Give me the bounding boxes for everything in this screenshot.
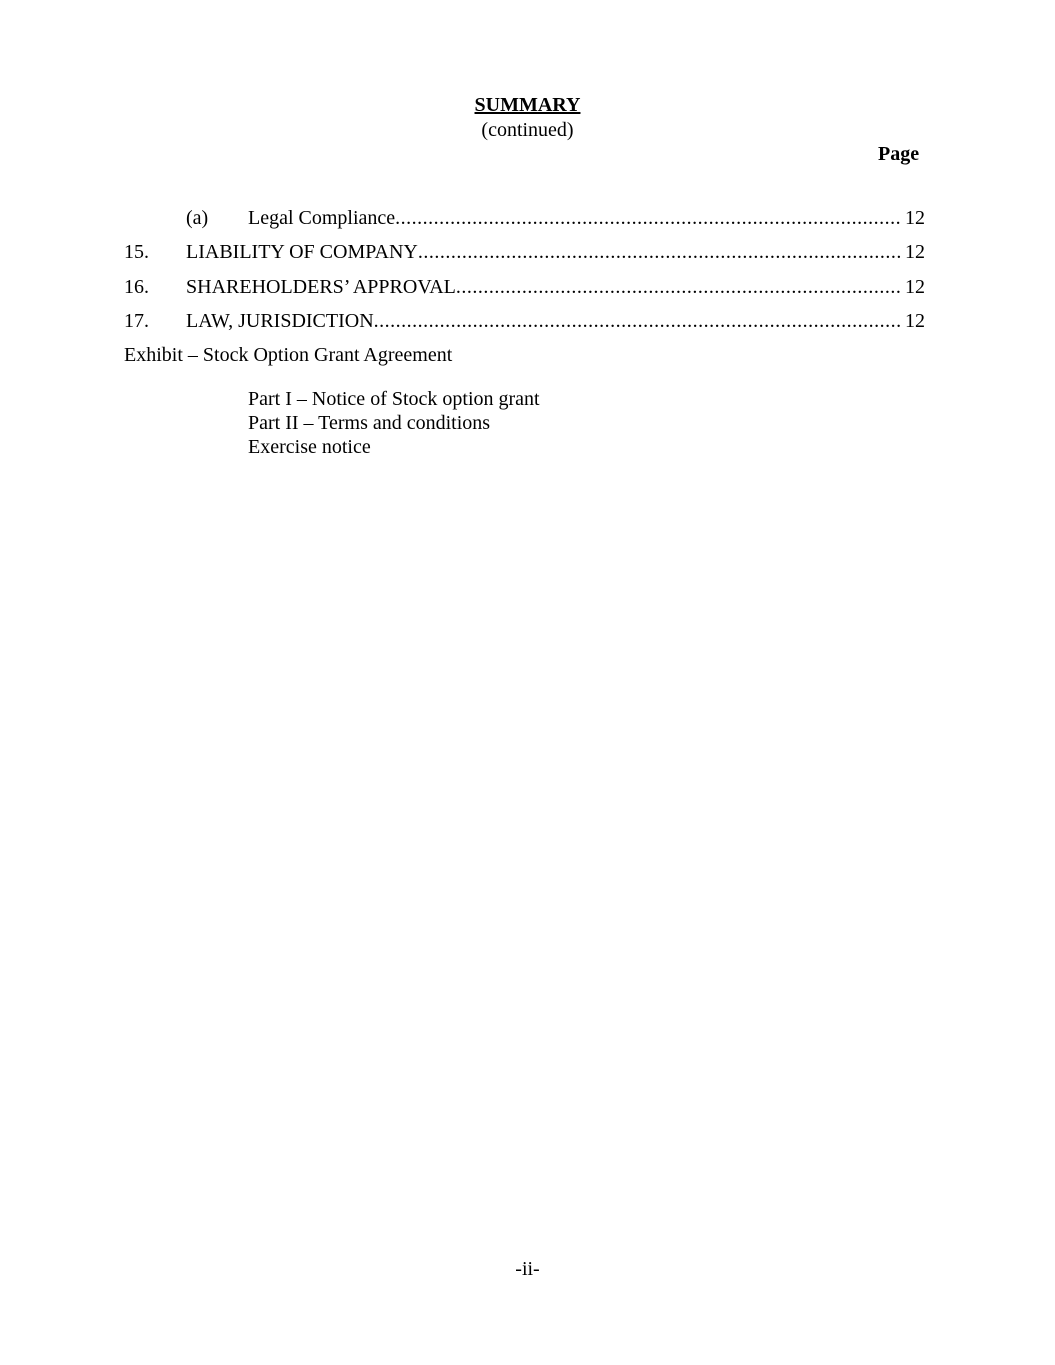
toc-entry-page: 12 [905, 310, 925, 332]
exhibit-parts-list [248, 387, 540, 459]
toc-entry-label: LAW, JURISDICTION [186, 310, 374, 332]
toc-entry[interactable] [124, 206, 925, 230]
toc-entry[interactable] [124, 240, 925, 264]
dot-leader [374, 309, 901, 333]
toc-entry[interactable] [124, 275, 925, 299]
toc-entry-label: LIABILITY OF COMPANY [186, 241, 418, 263]
toc-entry-page: 12 [905, 276, 925, 298]
dot-leader [395, 206, 901, 230]
dot-leader [418, 240, 901, 264]
toc-entry-label: Legal Compliance [248, 207, 396, 229]
dot-leader [456, 275, 901, 299]
toc-entry-number: 15. [124, 241, 149, 263]
toc-entry-number: (a) [186, 207, 209, 229]
toc-entry[interactable] [124, 309, 925, 333]
exhibit-part-item: Exercise notice [248, 436, 371, 458]
exhibit-title: Exhibit – Stock Option Grant Agreement [124, 344, 453, 366]
toc-entry-page: 12 [905, 241, 925, 263]
page-number: -ii- [515, 1258, 540, 1280]
toc-entry-number: 17. [124, 310, 149, 332]
exhibit-part-item: Part II – Terms and conditions [248, 412, 491, 434]
toc-entry-page: 12 [905, 207, 925, 229]
toc-entry-number: 16. [124, 276, 149, 298]
page-title: SUMMARY [474, 94, 581, 116]
page-column-label: Page [878, 143, 920, 165]
toc-entry-label: SHAREHOLDERS’ APPROVAL [186, 276, 456, 298]
exhibit-part-item: Part I – Notice of Stock option grant [248, 388, 540, 410]
page-subtitle: (continued) [481, 119, 574, 141]
